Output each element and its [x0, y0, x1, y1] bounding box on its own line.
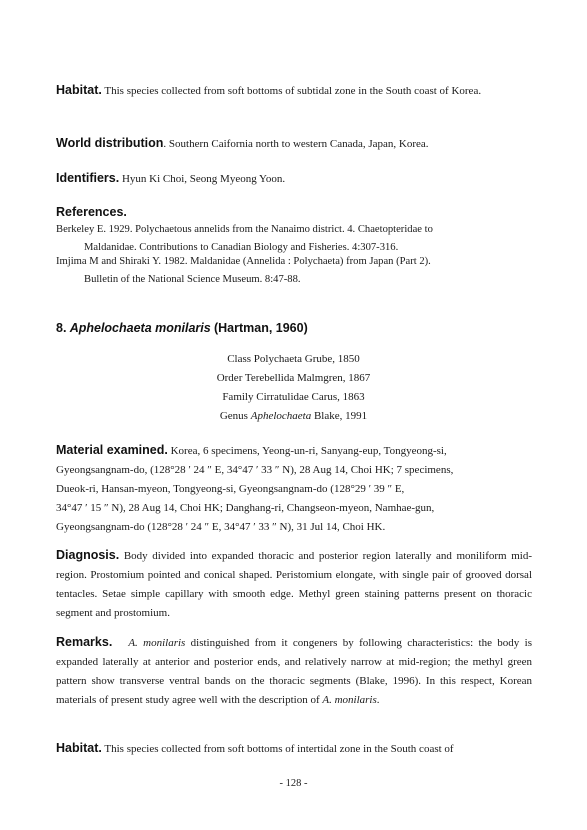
world-distribution-paragraph: [56, 134, 532, 154]
references-heading: References.: [56, 205, 127, 219]
material-line: 34°47 ′ 15 ″ N), 28 Aug 14, Choi HK; Danghang-ri, Changseon-myeon, Namhae-gun,: [56, 502, 435, 514]
diagnosis-text: Body divided into expanded thoracic and posterior region laterally and moniliform mid-region. Prostomium pointed and conical shaped. Peristomium elongate, with single pair of grooved dorsal tentacles. Setae simple capillary with smooth edge. Methyl green staining patterns present on thoracic segment and prostomium.: [56, 550, 533, 619]
remarks-heading: Remarks.: [56, 635, 113, 649]
habitat-paragraph: [56, 81, 532, 101]
diagnosis-paragraph: [56, 546, 532, 623]
reference-first-line: Imjima M and Shiraki Y. 1982. Maldanidae (Annelida : Polychaeta) from Japan (Part 2).: [56, 256, 431, 267]
taxonomy-class: Class Polychaeta Grube, 1850: [227, 353, 360, 365]
habitat-bottom-heading: Habitat.: [56, 741, 102, 755]
material-examined-paragraph: [56, 441, 532, 537]
reference-continuation: Bulletin of the National Science Museum. 8:47-88.: [84, 274, 301, 285]
reference-item: [56, 253, 534, 289]
material-line: Gyeongsangnam-do (128°28 ′ 24 ″ E, 34°47 ′ 33 ″ N), 31 Jul 14, Choi HK.: [56, 521, 386, 533]
material-text: Korea, 6 specimens, Yeong-un-ri, Sanyang-eup, Tongyeong-si,: [170, 445, 447, 457]
remarks-paragraph: [56, 633, 532, 710]
identifiers-text: Hyun Ki Choi, Seong Myeong Yoon.: [121, 173, 286, 185]
material-line: Dueok-ri, Hansan-myeon, Tongyeong-si, Gyeongsangnam-do (128°29 ′ 39 ″ E,: [56, 483, 405, 495]
material-line: Gyeongsangnam-do, (128°28 ′ 24 ″ E, 34°47 ′ 33 ″ N), 28 Aug 14, Choi HK; 7 specimens,: [56, 464, 454, 476]
identifiers-paragraph: [56, 169, 532, 189]
reference-continuation: Maldanidae. Contributions to Canadian Biology and Fisheries. 4:307-316.: [84, 242, 399, 253]
remarks-closing-species: A. monilaris: [322, 694, 377, 706]
identifiers-heading: Identifiers.: [56, 171, 120, 185]
remarks-closing-punct: .: [376, 694, 380, 706]
genus-author: Blake, 1991: [313, 410, 368, 422]
habitat-heading: Habitat.: [56, 83, 102, 97]
material-examined-heading: Material examined.: [56, 443, 168, 457]
world-distribution-heading: World distribution: [56, 136, 164, 150]
habitat-bottom-text: This species collected from soft bottoms of intertidal zone in the South coast of: [104, 743, 454, 755]
species-author: (Hartman, 1960): [213, 321, 308, 335]
world-distribution-text: . Southern Caifornia north to western Canada, Japan, Korea.: [163, 138, 429, 150]
reference-item: [56, 221, 534, 257]
reference-first-line: Berkeley E. 1929. Polychaetous annelids from the Nanaimo district. 4. Chaetopteridae to: [56, 224, 433, 235]
remarks-species-ref: A. monilaris: [128, 637, 186, 649]
taxonomy-genus: [0, 410, 587, 422]
species-number: 8.: [56, 321, 67, 335]
taxonomy-order: Order Terebellida Malmgren, 1867: [216, 372, 371, 384]
species-heading: [56, 320, 532, 336]
remarks-text: distinguished from it congeners by following characteristics: the body is expanded laterally at anterior and posterior ends, and relatively narrow at mid-region; the methyl green pattern show transverse ventral bands on the thoracic segments (Blake, 1996). In this respect, Korean materials of present study agree well with the description of: [56, 637, 532, 706]
references-heading-row: [56, 203, 532, 223]
habitat-text: This species collected from soft bottoms of subtidal zone in the South coast of Korea.: [104, 85, 482, 97]
taxonomy-family: Family Cirratulidae Carus, 1863: [222, 391, 365, 403]
species-name: Aphelochaeta monilaris: [69, 321, 211, 335]
page-number: - 128 -: [279, 778, 308, 789]
material-line: [56, 441, 532, 461]
genus-name: Aphelochaeta: [250, 410, 312, 422]
habitat-bottom-paragraph: [56, 739, 532, 759]
genus-prefix: Genus: [219, 410, 248, 422]
diagnosis-heading: Diagnosis.: [56, 548, 120, 562]
